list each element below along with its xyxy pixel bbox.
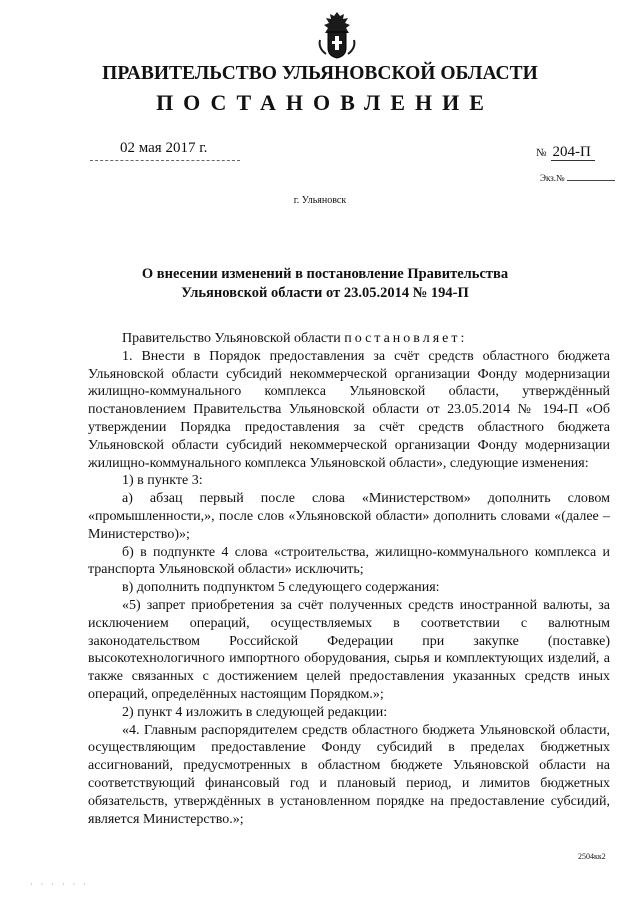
date-underline — [90, 160, 240, 161]
body-paragraph: «4. Главным распорядителем средств областного бюджета Ульяновской области, осуществляющим предоставление Фонду субсидий в пределах бюджетных ассигнований, предусмотренных в областном бюджете Ульяновской области на соответствующий финансовый год и плановый период, и лимитов бюджетных обязательств, утверждённых в установленном порядке на предоставление субсидий, является Министерство.»; — [88, 722, 610, 827]
document-date: 02 мая 2017 г. — [120, 140, 208, 156]
body-paragraph: в) дополнить подпунктом 5 следующего содержания: — [122, 580, 440, 596]
body-paragraph: «5) запрет приобретения за счёт полученных средств иностранной валюты, за исключением операций, осуществляемых в соответствии с валютным законодательством Российской Федерации при закупке (поставке) высокотехнологичного импортного оборудования, сырья и комплектующих изделий, а также связанных с достижением целей предоставления указанных средств иных операций, определённых настоящим Порядком.»; — [88, 597, 610, 702]
body-paragraph: 2) пункт 4 изложить в следующей редакции: — [122, 704, 388, 720]
copy-label: Экз.№ — [540, 173, 565, 183]
body-paragraph: б) в подпункте 4 слова «строительства, жилищно-коммунального комплекса и транспорта Ульяновской области» исключить; — [88, 544, 610, 578]
document-subject — [90, 265, 560, 303]
body-paragraph: 1) в пункте 3: — [122, 473, 203, 489]
intro-prefix: Правительство Ульяновской области — [122, 331, 345, 346]
document-code: 2504кк2 — [578, 852, 606, 861]
subject-line-1: О внесении изменений в постановление Правительства — [141, 266, 509, 282]
intro-spaced: постановляет — [344, 331, 461, 346]
city-label: г. Ульяновск — [293, 195, 347, 206]
number-sign: № — [536, 147, 547, 159]
copy-blank — [567, 180, 615, 181]
body-paragraph: а) абзац первый после слова «Министерством» дополнить словом «промышленности,», после слов «Ульяновской области» дополнить словами «(далее – Министерство)»; — [88, 491, 610, 542]
document-body — [88, 330, 610, 828]
intro-paragraph — [88, 330, 610, 348]
coat-of-arms-icon — [316, 10, 358, 60]
intro-suffix: : — [460, 331, 465, 346]
document-type: ПОСТАНОВЛЕНИЕ — [156, 90, 494, 115]
document-number — [536, 144, 595, 161]
subject-line-2: Ульяновской области от 23.05.2014 № 194-П — [181, 285, 469, 301]
body-paragraph: 1. Внести в Порядок предоставления за счёт средств областного бюджета Ульяновской области субсидий некоммерческой организации Фонду модернизации жилищно-коммунального комплекса Ульяновской области, утверждённый постановлением Правительства Ульяновской области от 23.05.2014 № 194-П «Об утверждении Порядка предоставления за счёт средств областного бюджета Ульяновской области субсидий некоммерческой организации Фонду модернизации жилищно-коммунального комплекса Ульяновской области», следующие изменения: — [88, 348, 610, 471]
copy-number — [540, 173, 615, 183]
government-title: ПРАВИТЕЛЬСТВО УЛЬЯНОВСКОЙ ОБЛАСТИ — [102, 63, 538, 84]
scan-marks: · · · · · · — [30, 880, 89, 889]
number-value: 204-П — [551, 144, 595, 161]
